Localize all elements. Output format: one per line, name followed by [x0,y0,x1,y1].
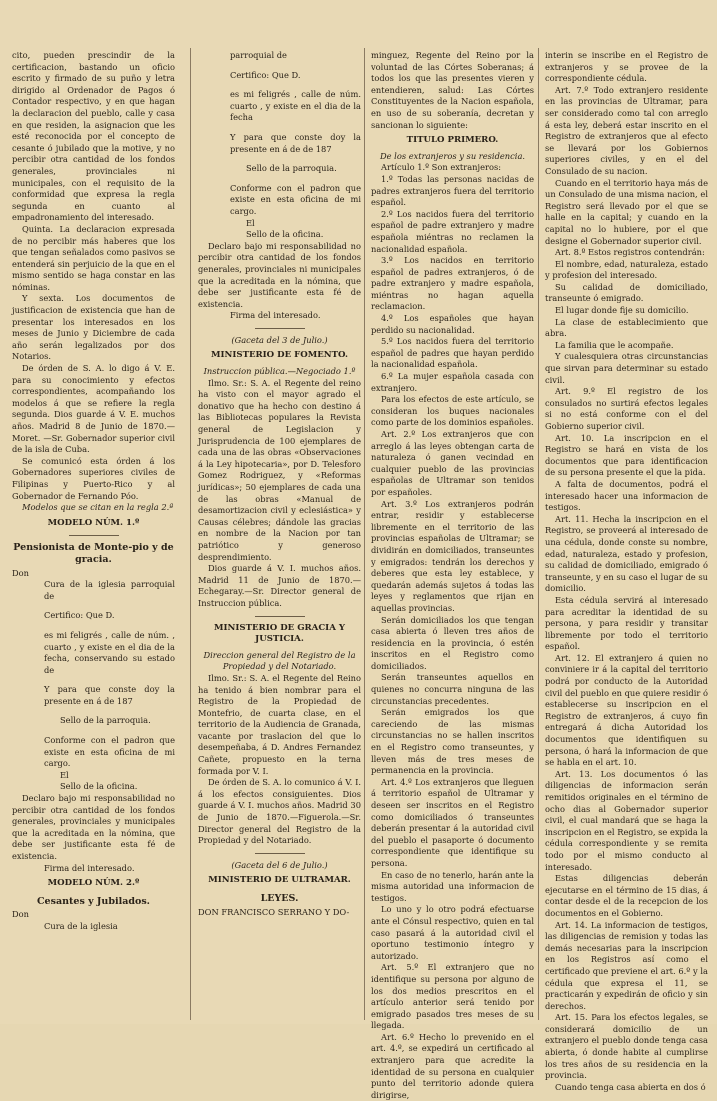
paragraph: parroquial de [230,50,287,60]
section-heading: MINISTERIO DE ULTRAMAR. [208,875,351,886]
paragraph: Para los efectos de este artículo, se consideran los buques nacionales como parte de los dominios españoles. [371,394,534,428]
section-heading: MODELO NÚM. 1.º [47,517,140,528]
paragraph: El [246,217,255,228]
column-rule [190,48,191,1020]
paragraph: La clase de establecimiento que abra. [545,316,708,339]
section-heading: MINISTERIO DE FOMENTO. [210,350,349,361]
paragraph: Cura de la iglesia parroquial de [44,579,175,601]
paragraph: A falta de documentos, podrá el interesado hacer una informacion de testigos. [545,478,708,513]
paragraph: Serán emigrados los que careciendo de las mismas circunstancias no se hallen inscritos en el Registro como transeuntes, y lleven más de tres meses de permanencia en la provincia. [371,707,534,776]
paragraph: Y para que conste doy la presente en á de 187 [44,684,175,706]
paragraph: Don [12,909,29,920]
paragraph: Art. 2.º Los extranjeros que con arreglo á las leyes obtengan carta de naturaleza ó ganen vecindad en cualquier pueblo de las provincias españolas de Ultramar son tenidos por españoles. [371,429,534,497]
section-heading: TITULO PRIMERO. [406,135,499,146]
paragraph: El [60,769,69,780]
paragraph: Art. 5.º El extranjero que no identifique su persona por alguno de los dos medios prescritos en el artículo anterior será tenido por emigrado pasados tres meses de su llegada. [371,962,534,1031]
paragraph: Sello de la oficina. [60,781,138,792]
column-2 [198,50,361,1020]
paragraph: Art. 4.º Los extranjeros que lleguen á territorio español de Ultramar y deseen ser inscritos en el Registro como domiciliados ó transeuntes deberán presentar á la autoridad civil del pueblo el pasaporte ó documento correspondiente que identifique su persona. [371,776,534,868]
spacer [198,155,361,163]
spacer [12,727,175,735]
paragraph: 3.º Los nacidos en territorio español de padres extranjeros, ó de padre extranjero y madre española, miéntras no hagan aquella reclamacion. [371,255,534,312]
paragraph: Art. 9.º El registro de los consulados no surtirá efectos legales si no está conforme con el del Gobierno superior civil. [545,386,708,431]
paragraph: Cuando en el territorio haya más de un Consulado de una misma nacion, el Registro será llevado por el que se halle en la capital; y cuando en la capital no lo hubiere, por el que designe el Gobernador superior civil. [545,177,708,246]
paragraph: Instruccion pública.—Negociado 1.º [203,366,356,377]
paragraph: Quinta. La declaracion expresada de no percibir más haberes que los que tengan señalados como pasivos se entenderá sin perjuicio de la que en el mismo sentido se haga constar en las nóminas. [12,223,175,292]
paragraph: 2.º Los nacidos fuera del territorio español de padre extranjero y madre española miéntras no reclamen la nacionalidad española. [371,208,534,254]
paragraph: Certifico: Que D. [230,69,301,80]
spacer [198,81,361,89]
column-4 [545,50,709,1092]
column-rule [538,48,539,1020]
paragraph: Serán transeuntes aquellos en quienes no concurra ninguna de las circunstancias precedentes. [371,672,534,706]
section-separator [255,328,305,329]
paragraph: interin se inscribe en el Registro de extranjeros y se provee de la correspondiente cédula. [545,50,708,84]
paragraph: Sello de la oficina. [246,229,324,240]
spacer [198,175,361,183]
section-heading: MINISTERIO DE GRACIA Y JUSTICIA. [214,622,345,645]
section-separator [255,616,305,617]
paragraph: Esta cédula servirá al interesado para acreditar la identidad de su persona, y para residir y transitar libremente por todo el territorio español. [545,594,708,652]
paragraph: 6.º La mujer española casada con extranjero. [371,371,534,393]
column-1 [12,50,175,1020]
paragraph: Ilmo. Sr.: S. A. el Regente del Reino ha tenido á bien nombrar para el Registro de la Propiedad de Montefrio, de cuarta clase, en el territorio de la Audiencia de Granada, vacante por traslacion del que lo desempeñaba, á D. Andres Fernandez Cañete, propuesto en la terna formada por V. I. [198,672,361,776]
paragraph: De los extranjeros y su residencia. [379,150,526,161]
paragraph: Conforme con el padron que existe en esta oficina de mi cargo. [230,182,361,216]
paragraph: Art. 7.º Todo extranjero residente en las provincias de Ultramar, para ser considerado como tal con arreglo á esta ley, deberá estar inscrito en el Registro de extranjeros que al efecto se llevará por los Gobiernos superiores civiles, y en el del Consulado de su nacion. [545,84,708,176]
paragraph: Declaro bajo mi responsabilidad no percibir otra cantidad de los fondos generales, provinciales y municipales que la acreditada en la nómina, que debe ser justificante esta fé de existencia. [12,793,175,861]
section-separator [69,535,119,536]
paragraph: Ilmo. Sr.: S. A. el Regente del reino ha visto con el mayor agrado el donativo que ha hecho con destino á las Bibliotecas populares la Revista general de Legislacion y Jurisprudencia de 100 ejemplares de cada una de las obras «Observaciones á la Ley hipotecaria», por D. Telesforo Gomez Rodriguez, y «Reformas jurídicas»; 50 ejemplares de cada una de las obras «Manual de desamortizacion civil y eclesiástica» y Causas célebres; dándole las gracias en nombre de la Nacion por tan patriótico y generoso desprendimiento. [198,377,361,562]
paragraph: (Gaceta del 6 de Julio.) [231,859,328,870]
paragraph: Modelos que se citan en la regla 2.ª [22,502,174,513]
paragraph: En caso de no tenerlo, harán ante la misma autoridad una informacion de testigos. [371,869,534,903]
spacer [12,707,175,715]
paragraph: (Gaceta del 3 de Julio.) [231,334,328,345]
paragraph: Firma del interesado. [230,310,321,321]
paragraph: Estas diligencias deberán ejecutarse en el término de 15 dias, á contar desde el de la recepcion de los documentos en el Gobierno. [545,873,708,918]
paragraph: Art. 6.º Hecho lo prevenido en el art. 4.º, se expedirá un certificado al extranjero para que acredite la identidad de su persona en cualquier punto del territorio adonde quiera dirigirse, [371,1031,534,1100]
paragraph: Cura de la iglesia [44,920,118,931]
paragraph: Certifico: Que D. [44,610,115,621]
paragraph: Serán domiciliados los que tengan casa abierta ó lleven tres años de residencia en la provincia, ó estén inscritos en el Registro como domiciliados. [371,614,534,671]
paragraph: Don [12,567,29,578]
paragraph: Y para que conste doy la presente en á de de 187 [230,131,361,154]
paragraph: 4.º Los españoles que hayan perdido su nacionalidad. [371,313,534,335]
paragraph: Cuando tenga casa abierta en dos ó [555,1081,706,1092]
paragraph: La familia que le acompañe. [555,339,674,350]
paragraph: es mi feligrés , calle de núm. , cuarto , y existe en el dia de la fecha, conservando su estado de [44,629,175,675]
spacer [12,602,175,610]
paragraph: Artículo 1.º Son extranjeros: [381,162,502,173]
column-rule [364,48,365,1020]
paragraph: DON FRANCISCO SERRANO Y DO- [198,906,350,917]
paragraph: Art. 11. Hecha la inscripcion en el Registro, se proveerá al interesado de una cédula, donde conste su nombre, edad, naturaleza, estado y profesion, su calidad de domiciliado, emigrado ó transeunte, y en su caso el lugar de su domicilio. [545,513,708,594]
paragraph: minguez, Regente del Reino por la voluntad de las Córtes Soberanas; á todos los que las presentes vieren y entendieren, salud: Las Córtes Constituyentes de la Nacion española, en uso de su soberanía, decretan y sancionan lo siguiente: [371,50,534,130]
section-heading: LEYES. [260,893,299,904]
paragraph: Art. 8.º Estos registros contendrán: [555,247,705,258]
paragraph: Declaro bajo mi responsabilidad no percibir otra cantidad de los fondos generales, provinciales ni municipales que la acreditada en la nómina, que debe ser justificante esta fé de existencia. [198,240,361,309]
paragraph: De órden de S. A. lo comunico á V. I. á los efectos consiguientes. Dios guarde á V. I. muchos años. Madrid 30 de Junio de 1870.—Figuerola.—Sr. Director general del Registro de la Propiedad y del Notariado. [198,777,361,846]
section-heading: MODELO NÚM. 2.º [47,878,140,889]
paragraph: Y sexta. Los documentos de justificacion de existencia que han de presentar los interesados en los meses de Junio y Diciembre de cada año serán legalizados por dos Notarios. [12,293,175,362]
paragraph: cito, pueden prescindir de la certificacion, bastando un oficio escrito y firmado de su puño y letra dirigido al Ordenador de Pagos ó Contador respectivo, y en que hagan la declaracion del pueblo, calle y casa en que residen, la asignacion que les esté reconocida por el concepto de cesante ó jubilado que la motive, y no percibir otra cantidad de los fondos generales, provinciales ni municipales, con el requisito de la conformidad que expresa la regla segunda en cuanto al empadronamiento del interesado. [12,50,175,223]
column-3 [371,50,534,1100]
paragraph: 5.º Los nacidos fuera del territorio español de padres que hayan perdido la nacionalidad española. [371,336,534,370]
paragraph: Lo uno y lo otro podrá efectuarse ante el Cónsul respectivo, quien en tal caso pasará á la autoridad civil el oportuno testimonio íntegro y autorizado. [371,904,534,961]
section-heading: Pensionista de Monte-pio y de gracia. [13,542,174,565]
spacer [12,676,175,684]
paragraph: Y cualesquiera otras circunstancias que sirvan para determinar su estado civil. [545,351,708,385]
paragraph: Sello de la parroquia. [246,163,337,174]
spacer [198,62,361,70]
paragraph: Art. 3.º Los extranjeros podrán entrar, residir y establecerse libremente en el territorio de las provincias españolas de Ultramar; se dividirán en domiciliados, transeuntes y emigrados: tendrán los derechos y deberes que esta ley establece, y quedarán además sujetos á todas las leyes y reglamentos que rijan en aquellas provincias. [371,498,534,613]
paragraph: El nombre, edad, naturaleza, estado y profesion del interesado. [545,258,708,281]
paragraph: Su calidad de domiciliado, transeunte ó emigrado. [545,281,708,304]
paragraph: De órden de S. A. lo digo á V. E. para su conocimiento y efectos correspondientes, acompañando los modelos á que se refiere la regla segunda. Dios guarde á V. E. muchos años. Madrid 8 de Junio de 1870.—Moret. —Sr. Gobernador superior civil de la isla de Cuba. [12,363,175,455]
paragraph: es mi feligrés , calle de núm. cuarto , y existe en el dia de la fecha [230,89,361,123]
spacer [12,622,175,630]
paragraph: Art. 12. El extranjero á quien no conviniere ir á la capital del territorio podrá por conducto de la Autoridad civil del pueblo en que quiere residir ó establecerse su inscripcion en el Registro de extranjeros, á cuyo fin entregará á dicha Autoridad los documentos que identifiquen su persona, ó hará la informacion de que se habla en el art. 10. [545,652,708,768]
paragraph: Art. 10. La inscripcion en el Registro se hará en vista de los documentos que para identificacion de su persona presente el que la pida. [545,432,708,478]
paragraph: 1.º Todas las personas nacidas de padres extranjeros fuera del territorio español. [371,173,534,208]
paragraph: Direccion general del Registro de la Propiedad y del Notariado. [203,649,356,672]
paragraph: Art. 14. La informacion de testigos, las diligencias de remision y todas las demás necesarias para la inscripcion en los Registros así como el certificado que previene el art. 6.º y la cédula que expresa el 11, se practicarán y expedirán de oficio y sin derechos. [545,919,708,1011]
paragraph: Sello de la parroquia. [60,715,151,726]
paragraph: Se comunicó esta órden á los Gobernadores superiores civiles de Filipinas y Puerto-Rico y al Gobernador de Fernando Póo. [12,455,175,501]
spacer [198,124,361,132]
paragraph: Art. 15. Para los efectos legales, se considerará domicilio de un extranjero el pueblo donde tenga casa abierta, ó donde habite al cumplirse los tres años de su residencia en la provincia. [545,1012,708,1081]
section-separator [255,853,305,854]
paragraph: Conforme con el padron que existe en esta oficina de mi cargo. [44,735,175,769]
paragraph: Art. 13. Los documentos ó las diligencias de informacion serán remitidos originales en el término de ocho dias al Gobernador superior civil, el cual mandará que se haga la inscripcion en el Registro, se expida la cédula correspondiente y se remita todo por el mismo conducto al interesado. [545,768,709,872]
paragraph: Firma del interesado. [44,862,135,873]
paragraph: Dios guarde á V. I. muchos años. Madrid 11 de Junio de 1870.—Echegaray.—Sr. Director general de Instruccion pública. [198,563,361,608]
paragraph: El lugar donde fije su domicilio. [555,305,689,316]
section-heading: Cesantes y Jubilados. [37,895,150,907]
